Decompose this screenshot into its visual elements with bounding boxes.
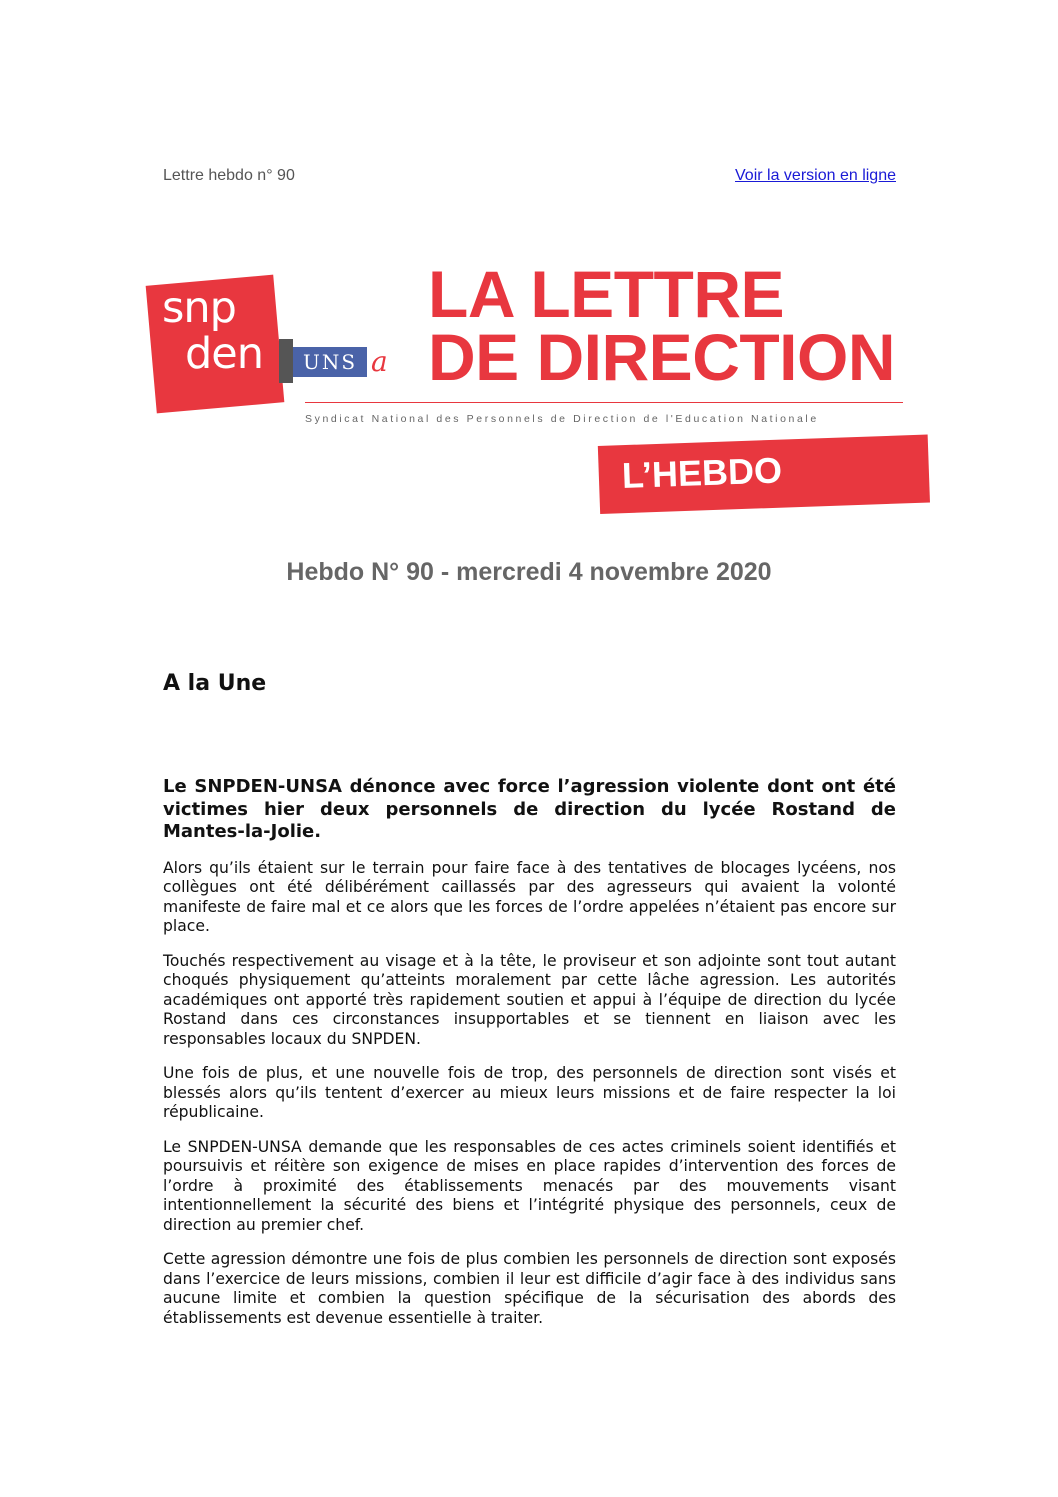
article-paragraph: Touchés respectivement au visage et à la tête, le proviseur et son adjointe sont tout autant choqués physiquement qu’atteints moralement par cette lâche agression. Les autorités académiques ont apporté très rapidement soutien et appui à l’équipe de direction du lycée Rostand dans ces circonstances insupportables et se tiennent en liaison avec les responsables locaux du SNPDEN. [163, 951, 896, 1048]
unsa-logo-a: a [371, 345, 388, 378]
issue-title: Hebdo N° 90 - mercredi 4 novembre 2020 [286, 558, 772, 586]
masthead-title-line2: DE DIRECTION [428, 320, 896, 394]
logo-snp: snp [162, 283, 236, 333]
online-version-link[interactable]: Voir la version en ligne [735, 167, 896, 184]
article-paragraph: Cette agression démontre une fois de plus combien les personnels de direction sont exposés dans l’exercice de leurs missions, combien il leur est difficile d’agir face à des individus sans aucune limite et combien la question spécifique de la sécurisation des abords des établissements est devenue essentielle à traiter. [163, 1250, 896, 1327]
logo-den: den [185, 329, 264, 379]
masthead-title-line1: LA LETTRE [428, 257, 785, 331]
masthead-divider [305, 402, 903, 403]
unsa-logo-bar [279, 339, 293, 383]
article-headline: Le SNPDEN-UNSA dénonce avec force l’agression violente dont ont été victimes hier deux personnels de direction du lycée Rostand de Mantes-la-Jolie. [163, 776, 896, 842]
masthead-tagline: Syndicat National des Personnels de Direction de l'Education Nationale [305, 413, 819, 425]
unsa-logo-text: UNS [293, 347, 367, 377]
article [163, 776, 896, 1343]
article-paragraph: Une fois de plus, et une nouvelle fois de trop, des personnels de direction sont visés et blessés alors qu’ils tentent d’exercer au mieux leurs missions et de faire respecter la loi républicaine. [163, 1064, 896, 1121]
article-paragraph: Alors qu’ils étaient sur le terrain pour faire face à des tentatives de blocages lycéens, nos collègues ont été délibérément caillassés par des agresseurs qui avaient la volonté manifeste de faire mal et ce alors que les forces de l’ordre appelées n’étaient pas encore sur place. [163, 858, 896, 935]
snpden-logo-text [162, 285, 263, 377]
letter-number: Lettre hebdo n° 90 [163, 167, 295, 184]
hebdo-badge-label: L’HEBDO [621, 449, 783, 496]
unsa-logo [279, 339, 399, 383]
article-paragraph: Le SNPDEN-UNSA demande que les responsables de ces actes criminels soient identifiés et poursuivis et réitère son exigence de mises en place rapides d’intervention des forces de l’ordre à proximité des établissements menacés par des mouvements visant intentionnellement la sécurité des biens et l’intégrité physique des personnels, ceux de direction au premier chef. [163, 1137, 896, 1234]
section-title: A la Une [163, 671, 267, 696]
